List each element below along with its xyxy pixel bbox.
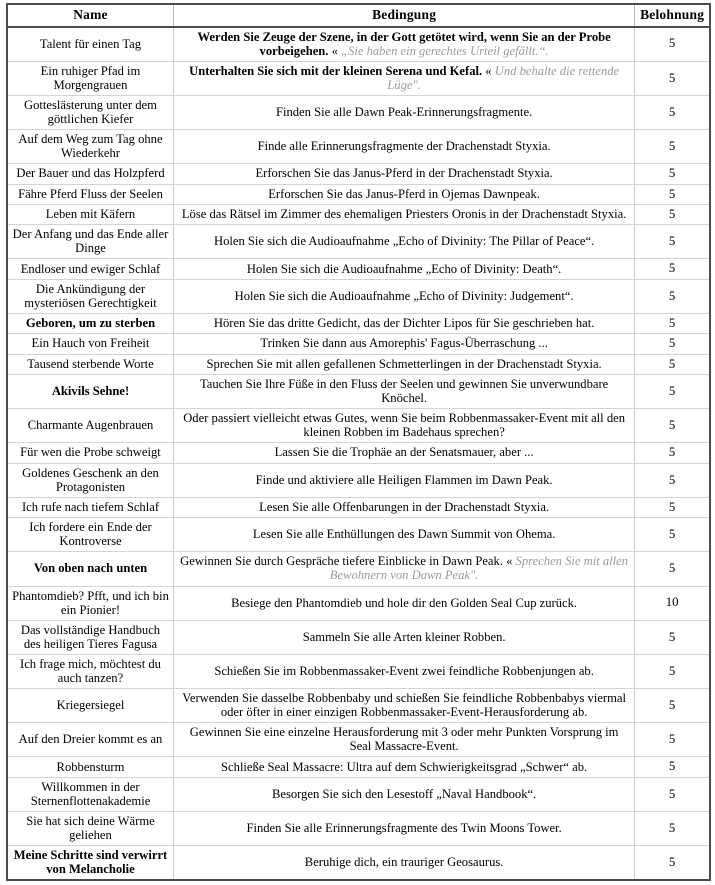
achievement-name: Leben mit Käfern	[7, 204, 173, 224]
table-row	[7, 518, 710, 552]
achievement-name: Ich rufe nach tiefem Schlaf	[7, 497, 173, 517]
achievement-reward: 5	[635, 184, 710, 204]
achievement-reward: 5	[635, 757, 710, 777]
table-row	[7, 723, 710, 757]
achievement-reward: 5	[635, 27, 710, 62]
table-header-row	[7, 4, 710, 27]
quote-guillemet: «	[331, 43, 342, 58]
achievement-condition	[173, 620, 634, 654]
condition-text: Lassen Sie die Trophäe an der Senatsmauer, aber ...	[274, 445, 534, 460]
achievement-name: Ich frage mich, möchtest du auch tanzen?	[7, 654, 173, 688]
achievement-condition	[173, 654, 634, 688]
achievement-name: Robbensturm	[7, 757, 173, 777]
achievement-name: Sie hat sich deine Wärme geliehen	[7, 811, 173, 845]
achievement-name: Akivils Sehne!	[7, 374, 173, 408]
achievement-reward: 5	[635, 620, 710, 654]
condition-text: Schließe Seal Massacre: Ultra auf dem Schwierigkeitsgrad „Schwer“ ab.	[221, 759, 588, 774]
achievement-name: Goldenes Geschenk an den Protagonisten	[7, 463, 173, 497]
condition-text: Gewinnen Sie eine einzelne Herausforderung mit 3 oder mehr Punkten Vorsprung im Seal Massacre-Event.	[189, 725, 619, 754]
table-row	[7, 374, 710, 408]
condition-text: Besiege den Phantomdieb und hole dir den Golden Seal Cup zurück.	[231, 595, 578, 610]
table-row	[7, 334, 710, 354]
achievement-reward: 5	[635, 334, 710, 354]
achievement-name: Kriegersiegel	[7, 689, 173, 723]
table-row	[7, 164, 710, 184]
condition-text: Holen Sie sich die Audioaufnahme „Echo of Divinity: The Pillar of Peace“.	[213, 234, 595, 249]
condition-text: Tauchen Sie Ihre Füße in den Fluss der Seelen und gewinnen Sie unverwundbare Knöchel.	[199, 376, 609, 406]
achievement-name: Meine Schritte sind verwirrt von Melancholie	[7, 846, 173, 881]
condition-text: Erforschen Sie das Janus-Pferd in der Drachenstadt Styxia.	[255, 166, 553, 181]
achievement-condition	[173, 811, 634, 845]
achievement-reward: 5	[635, 374, 710, 408]
table-row	[7, 61, 710, 95]
achievement-reward: 5	[635, 497, 710, 517]
achievement-condition	[173, 497, 634, 517]
achievement-condition	[173, 374, 634, 408]
table-row	[7, 279, 710, 313]
achievement-condition	[173, 443, 634, 463]
condition-quote: Und behalte die rettende Lüge".	[387, 63, 620, 92]
achievement-name: Auf dem Weg zum Tag ohne Wiederkehr	[7, 130, 173, 164]
achievement-reward: 5	[635, 811, 710, 845]
achievement-condition	[173, 313, 634, 333]
condition-text: Besorgen Sie sich den Lesestoff „Naval Handbook“.	[271, 786, 537, 801]
table-row	[7, 259, 710, 279]
achievement-reward: 5	[635, 443, 710, 463]
condition-text: Lesen Sie alle Offenbarungen in der Drachenstadt Styxia.	[259, 499, 550, 514]
achievement-name: Tausend sterbende Worte	[7, 354, 173, 374]
achievement-condition	[173, 586, 634, 620]
achievement-reward: 5	[635, 204, 710, 224]
table-row	[7, 95, 710, 129]
table-row	[7, 811, 710, 845]
achievement-reward: 5	[635, 130, 710, 164]
condition-text: Finden Sie alle Erinnerungsfragmente des Twin Moons Tower.	[246, 821, 562, 836]
column-header-name: Name	[7, 4, 173, 27]
condition-text: Erforschen Sie das Janus-Pferd in Ojemas Dawnpeak.	[268, 186, 540, 201]
achievement-condition	[173, 95, 634, 129]
table-row	[7, 463, 710, 497]
achievement-name: Ein ruhiger Pfad im Morgengrauen	[7, 61, 173, 95]
achievement-condition	[173, 184, 634, 204]
achievement-name: Die Ankündigung der mysteriösen Gerechtigkeit	[7, 279, 173, 313]
table-row	[7, 654, 710, 688]
achievement-name: Geboren, um zu sterben	[7, 313, 173, 333]
achievement-reward: 5	[635, 552, 710, 586]
condition-text: Gewinnen Sie durch Gespräche tiefere Einblicke in Dawn Peak.	[180, 554, 507, 569]
achievement-reward: 5	[635, 463, 710, 497]
achievement-reward: 5	[635, 225, 710, 259]
achievement-reward: 5	[635, 279, 710, 313]
table-row	[7, 225, 710, 259]
achievement-condition	[173, 354, 634, 374]
achievement-name: Phantomdieb? Pfft, und ich bin ein Pionier!	[7, 586, 173, 620]
column-header-reward: Belohnung	[635, 4, 710, 27]
achievement-name: Von oben nach unten	[7, 552, 173, 586]
condition-text: Löse das Rätsel im Zimmer des ehemaligen Priesters Oronis in der Drachenstadt Styxia.	[181, 207, 627, 222]
condition-text: Finde alle Erinnerungsfragmente der Drachenstadt Styxia.	[257, 139, 551, 154]
table-row	[7, 184, 710, 204]
condition-text: Sammeln Sie alle Arten kleiner Robben.	[302, 629, 506, 644]
achievement-condition	[173, 846, 634, 881]
achievement-name: Gotteslästerung unter dem göttlichen Kiefer	[7, 95, 173, 129]
achievement-condition	[173, 225, 634, 259]
condition-text: Lesen Sie alle Enthüllungen des Dawn Summit von Ohema.	[252, 527, 556, 542]
table-row	[7, 204, 710, 224]
achievement-name: Ein Hauch von Freiheit	[7, 334, 173, 354]
achievement-condition	[173, 463, 634, 497]
table-row	[7, 130, 710, 164]
achievement-condition	[173, 518, 634, 552]
achievement-reward: 5	[635, 654, 710, 688]
condition-text: Verwenden Sie dasselbe Robbenbaby und schießen Sie feindliche Robbenbabys viermal oder öfter in einer einzigen Robbenmassaker-Event-Herausforderung ab.	[182, 691, 627, 720]
achievement-reward: 5	[635, 61, 710, 95]
achievement-reward: 5	[635, 354, 710, 374]
condition-text: Finden Sie alle Dawn Peak-Erinnerungsfragmente.	[275, 104, 533, 119]
table-body	[7, 27, 710, 881]
achievement-condition	[173, 61, 634, 95]
table-header	[7, 4, 710, 27]
table-row	[7, 27, 710, 62]
achievement-condition	[173, 552, 634, 586]
achievement-name: Für wen die Probe schweigt	[7, 443, 173, 463]
condition-quote: „Sie haben ein gerechtes Urteil gefällt.“.	[341, 43, 549, 58]
condition-text: Hören Sie das dritte Gedicht, das der Dichter Lipos für Sie geschrieben hat.	[213, 316, 595, 331]
table-row	[7, 689, 710, 723]
achievement-reward: 5	[635, 723, 710, 757]
achievement-reward: 5	[635, 95, 710, 129]
table-row	[7, 443, 710, 463]
achievement-name: Endloser und ewiger Schlaf	[7, 259, 173, 279]
achievement-condition	[173, 27, 634, 62]
achievement-name: Fähre Pferd Fluss der Seelen	[7, 184, 173, 204]
quote-guillemet: «	[506, 554, 516, 569]
condition-text: Schießen Sie im Robbenmassaker-Event zwei feindliche Robbenjungen ab.	[214, 663, 594, 678]
achievement-condition	[173, 130, 634, 164]
achievement-condition	[173, 689, 634, 723]
condition-text: Werden Sie Zeuge der Szene, in der Gott getötet wird, wenn Sie an der Probe vorbeigehen.	[197, 29, 611, 58]
table-row	[7, 313, 710, 333]
achievement-condition	[173, 259, 634, 279]
achievement-reward: 5	[635, 846, 710, 881]
achievement-name: Das vollständige Handbuch des heiligen Tieres Fagusa	[7, 620, 173, 654]
achievement-reward: 5	[635, 164, 710, 184]
condition-text: Beruhige dich, ein trauriger Geosaurus.	[304, 855, 504, 870]
condition-text: Oder passiert vielleicht etwas Gutes, wenn Sie beim Robbenmassaker-Event mit all den kleinen Robben im Badehaus sprechen?	[183, 411, 626, 440]
table-row	[7, 777, 710, 811]
condition-text: Sprechen Sie mit allen gefallenen Schmetterlingen in der Drachenstadt Styxia.	[206, 356, 602, 371]
achievement-name: Willkommen in der Sternenflottenakademie	[7, 777, 173, 811]
achievement-reward: 5	[635, 689, 710, 723]
condition-text: Finde und aktiviere alle Heiligen Flammen im Dawn Peak.	[255, 472, 553, 487]
achievement-condition	[173, 279, 634, 313]
achievement-condition	[173, 204, 634, 224]
achievement-condition	[173, 723, 634, 757]
condition-quote: Sprechen Sie mit allen Bewohnern von Dawn Peak".	[329, 554, 629, 583]
achievement-condition	[173, 334, 634, 354]
condition-text: Unterhalten Sie sich mit der kleinen Serena und Kefal.	[189, 63, 486, 78]
achievement-condition	[173, 777, 634, 811]
table-row	[7, 846, 710, 881]
achievement-reward: 10	[635, 586, 710, 620]
achievement-reward: 5	[635, 518, 710, 552]
achievement-reward: 5	[635, 777, 710, 811]
table-row	[7, 497, 710, 517]
table-row	[7, 620, 710, 654]
achievement-name: Der Bauer und das Holzpferd	[7, 164, 173, 184]
achievement-reward: 5	[635, 409, 710, 443]
table-row	[7, 757, 710, 777]
condition-text: Holen Sie sich die Audioaufnahme „Echo of Divinity: Death“.	[246, 261, 562, 276]
quote-guillemet: «	[485, 63, 495, 78]
achievement-condition	[173, 757, 634, 777]
achievement-condition	[173, 164, 634, 184]
achievement-reward: 5	[635, 313, 710, 333]
achievement-name: Talent für einen Tag	[7, 27, 173, 62]
table-row	[7, 409, 710, 443]
achievements-table	[6, 3, 711, 881]
achievement-name: Charmante Augenbrauen	[7, 409, 173, 443]
condition-text: Trinken Sie dann aus Amorephis' Fagus-Überraschung ...	[260, 336, 548, 351]
achievement-name: Ich fordere ein Ende der Kontroverse	[7, 518, 173, 552]
achievement-name: Der Anfang und das Ende aller Dinge	[7, 225, 173, 259]
condition-text: Holen Sie sich die Audioaufnahme „Echo of Divinity: Judgement“.	[234, 288, 574, 303]
column-header-condition: Bedingung	[173, 4, 634, 27]
achievement-reward: 5	[635, 259, 710, 279]
table-row	[7, 354, 710, 374]
table-row	[7, 586, 710, 620]
achievement-name: Auf den Dreier kommt es an	[7, 723, 173, 757]
achievement-condition	[173, 409, 634, 443]
table-row	[7, 552, 710, 586]
